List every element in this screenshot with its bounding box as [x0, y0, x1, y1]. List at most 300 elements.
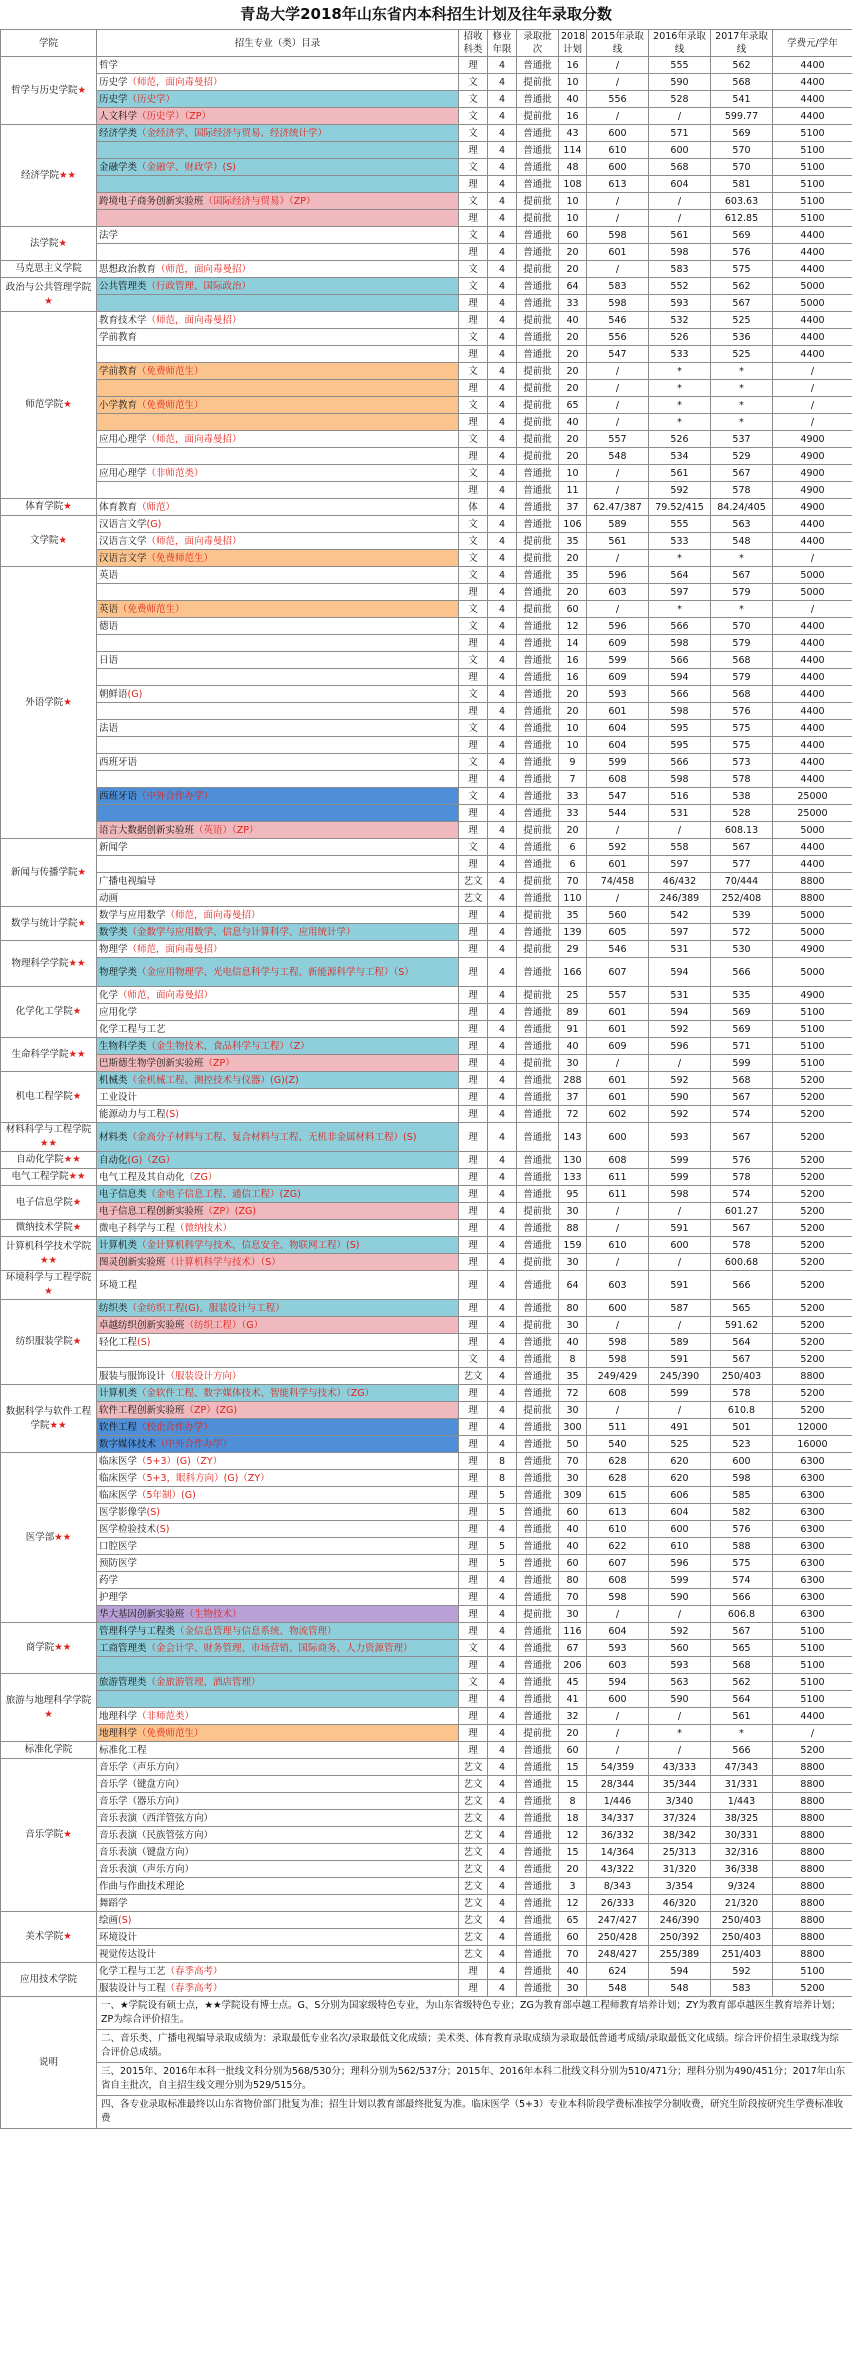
major-cell: [97, 1106, 459, 1123]
table-row: [1, 1453, 852, 1470]
table-row: [1, 822, 852, 839]
score-2015: /: [587, 1254, 649, 1271]
table-row: [1, 839, 852, 856]
nian-cell: 4: [488, 397, 517, 414]
pici-cell: 普通批: [517, 720, 559, 737]
college-cell: [1, 839, 97, 907]
major-note: （历史学）: [127, 93, 176, 105]
nian-cell: 4: [488, 1169, 517, 1186]
pici-cell: 普通批: [517, 1657, 559, 1674]
fee-cell: 6300: [773, 1606, 852, 1623]
table-row: [1, 1038, 852, 1055]
pici-cell: 普通批: [517, 1351, 559, 1368]
fee-cell: 6300: [773, 1470, 852, 1487]
score-2016: 561: [649, 227, 711, 244]
table-body: [1, 57, 852, 1997]
fee-cell: 8800: [773, 1946, 852, 1963]
score-2016: /: [649, 193, 711, 210]
score-2017: 563: [711, 516, 773, 533]
score-2016: 600: [649, 1237, 711, 1254]
major-cell: [97, 1123, 459, 1152]
score-2015: /: [587, 465, 649, 482]
fee-cell: 8800: [773, 1759, 852, 1776]
score-2015: 54/359: [587, 1759, 649, 1776]
score-2015: /: [587, 210, 649, 227]
pici-cell: 普通批: [517, 1640, 559, 1657]
fee-cell: 5100: [773, 1963, 852, 1980]
college-name: 马克思主义学院: [15, 263, 82, 274]
pici-cell: 普通批: [517, 1106, 559, 1123]
major-cell: [97, 176, 459, 193]
ke-cell: 理: [459, 244, 488, 261]
college-name: 标准化学院: [24, 1744, 73, 1755]
fee-cell: 5200: [773, 1980, 852, 1997]
plan-cell: 10: [559, 74, 587, 91]
pici-cell: 提前批: [517, 210, 559, 227]
score-2017: 570: [711, 618, 773, 635]
score-2017: 250/403: [711, 1912, 773, 1929]
score-2016: /: [649, 1254, 711, 1271]
ke-cell: 理: [459, 924, 488, 941]
fee-cell: 8800: [773, 1895, 852, 1912]
major-name: 服装与服饰设计: [99, 1370, 166, 1382]
ke-cell: 艺文: [459, 1912, 488, 1929]
score-2015: 608: [587, 1152, 649, 1169]
plan-cell: 35: [559, 1368, 587, 1385]
pici-cell: 普通批: [517, 737, 559, 754]
ke-cell: 文: [459, 618, 488, 635]
plan-cell: 10: [559, 210, 587, 227]
major-note: （行政管理、国际政治）: [146, 280, 252, 292]
score-2016: 568: [649, 159, 711, 176]
plan-cell: 80: [559, 1300, 587, 1317]
college-cell: [1, 1220, 97, 1237]
ke-cell: 理: [459, 1419, 488, 1436]
score-2017: 541: [711, 91, 773, 108]
pici-cell: 普通批: [517, 686, 559, 703]
ke-cell: 文: [459, 788, 488, 805]
score-2015: 613: [587, 176, 649, 193]
table-row: [1, 380, 852, 397]
college-name: 文学院: [29, 535, 59, 546]
score-2017: 564: [711, 1691, 773, 1708]
major-note: （英语）（ZP）: [194, 824, 259, 836]
score-2016: *: [649, 601, 711, 618]
major-cell: [97, 1004, 459, 1021]
major-name: 法学: [99, 229, 119, 241]
major-name: 动画: [99, 892, 119, 904]
ke-cell: 理: [459, 669, 488, 686]
score-2015: 603: [587, 1271, 649, 1300]
fee-cell: 5200: [773, 1106, 852, 1123]
ke-cell: 理: [459, 1220, 488, 1237]
table-row: [1, 91, 852, 108]
table-row: [1, 1674, 852, 1691]
table-row: [1, 805, 852, 822]
fee-cell: 5000: [773, 924, 852, 941]
college-stars: ★★: [68, 1048, 86, 1060]
major-name: 数学类: [99, 926, 128, 938]
major-note: （师范，面向毒曼招）: [146, 314, 242, 326]
ke-cell: 理: [459, 414, 488, 431]
ke-cell: 理: [459, 1038, 488, 1055]
plan-cell: 110: [559, 890, 587, 907]
pici-cell: 提前批: [517, 822, 559, 839]
score-2017: *: [711, 601, 773, 618]
nian-cell: 4: [488, 1793, 517, 1810]
table-row: [1, 1657, 852, 1674]
note-row: [1, 2096, 852, 2129]
major-name: 体育教育: [99, 501, 138, 513]
plan-cell: 60: [559, 1742, 587, 1759]
pici-cell: 普通批: [517, 1793, 559, 1810]
fee-cell: 8800: [773, 1368, 852, 1385]
plan-cell: 10: [559, 737, 587, 754]
ke-cell: 理: [459, 737, 488, 754]
score-2016: 37/324: [649, 1810, 711, 1827]
pici-cell: 普通批: [517, 1674, 559, 1691]
table-row: [1, 261, 852, 278]
major-note: （金数学与应用数学、信息与计算科学、应用统计学）: [127, 926, 356, 938]
score-2015: 601: [587, 1021, 649, 1038]
table-row: [1, 1089, 852, 1106]
score-2016: 604: [649, 1504, 711, 1521]
major-cell: [97, 1810, 459, 1827]
college-cell: [1, 941, 97, 987]
ke-cell: 理: [459, 1402, 488, 1419]
table-row: [1, 363, 852, 380]
fee-cell: 8800: [773, 1827, 852, 1844]
ke-cell: 理: [459, 1152, 488, 1169]
college-cell: [1, 312, 97, 499]
table-row: [1, 244, 852, 261]
score-2017: 567: [711, 1220, 773, 1237]
score-2015: 594: [587, 1674, 649, 1691]
table-row: [1, 499, 852, 516]
nian-cell: 8: [488, 1470, 517, 1487]
score-2016: 533: [649, 533, 711, 550]
plan-cell: 20: [559, 584, 587, 601]
major-note: (S): [137, 1336, 151, 1348]
nian-cell: 4: [488, 1334, 517, 1351]
plan-cell: 30: [559, 1254, 587, 1271]
ke-cell: 理: [459, 1055, 488, 1072]
major-note: （师范，面向毒曼招）: [127, 76, 223, 88]
score-2017: 588: [711, 1538, 773, 1555]
table-row: [1, 754, 852, 771]
college-cell: [1, 1742, 97, 1759]
table-row: [1, 1021, 852, 1038]
fee-cell: 4400: [773, 618, 852, 635]
score-2015: 604: [587, 1623, 649, 1640]
col-college: 学院: [1, 30, 97, 57]
major-cell: [97, 771, 459, 788]
score-2017: 582: [711, 1504, 773, 1521]
col-fee: 学费元/学年: [773, 30, 852, 57]
nian-cell: 4: [488, 448, 517, 465]
table-row: [1, 1072, 852, 1089]
fee-cell: 5000: [773, 278, 852, 295]
major-cell: [97, 890, 459, 907]
nian-cell: 4: [488, 652, 517, 669]
major-cell: [97, 159, 459, 176]
college-stars: ★: [72, 1336, 82, 1347]
college-cell: [1, 57, 97, 125]
score-2016: 604: [649, 176, 711, 193]
table-row: [1, 1708, 852, 1725]
ke-cell: 理: [459, 1742, 488, 1759]
fee-cell: 4400: [773, 516, 852, 533]
ke-cell: 理: [459, 1300, 488, 1317]
plan-cell: 20: [559, 431, 587, 448]
pici-cell: 普通批: [517, 516, 559, 533]
college-cell: [1, 987, 97, 1038]
score-2015: 249/429: [587, 1368, 649, 1385]
nian-cell: 4: [488, 57, 517, 74]
score-2017: 523: [711, 1436, 773, 1453]
ke-cell: 理: [459, 1334, 488, 1351]
table-row: [1, 108, 852, 125]
pici-cell: 普通批: [517, 1220, 559, 1237]
college-name: 计算机科学技术学院: [5, 1240, 92, 1252]
major-note: （计算机科学与技术）（S）: [165, 1256, 281, 1268]
plan-cell: 30: [559, 1317, 587, 1334]
college-cell: [1, 1072, 97, 1123]
nian-cell: 4: [488, 193, 517, 210]
score-2015: 557: [587, 431, 649, 448]
fee-cell: 4400: [773, 703, 852, 720]
score-2015: 556: [587, 91, 649, 108]
fee-cell: 5100: [773, 125, 852, 142]
fee-cell: 4900: [773, 987, 852, 1004]
score-2016: *: [649, 397, 711, 414]
major-name: 临床医学: [99, 1455, 138, 1467]
score-2015: 604: [587, 737, 649, 754]
fee-cell: 5100: [773, 210, 852, 227]
ke-cell: 文: [459, 261, 488, 278]
major-name: 轻化工程: [99, 1336, 138, 1348]
ke-cell: 文: [459, 516, 488, 533]
score-2015: 34/337: [587, 1810, 649, 1827]
score-2015: 611: [587, 1186, 649, 1203]
major-note: （金旅游管理、酒店管理）: [146, 1676, 261, 1688]
major-cell: [97, 924, 459, 941]
major-name: 汉语言文学: [99, 518, 147, 530]
score-2016: 558: [649, 839, 711, 856]
pici-cell: 普通批: [517, 499, 559, 516]
table-row: [1, 1589, 852, 1606]
ke-cell: 理: [459, 1123, 488, 1152]
score-2015: 250/428: [587, 1929, 649, 1946]
score-2017: 610.8: [711, 1402, 773, 1419]
major-name: 音乐表演（民族管弦方向）: [99, 1829, 214, 1841]
nian-cell: 4: [488, 1742, 517, 1759]
nian-cell: 4: [488, 1436, 517, 1453]
score-2015: 609: [587, 1038, 649, 1055]
major-cell: [97, 1963, 459, 1980]
pici-cell: 普通批: [517, 669, 559, 686]
ke-cell: 理: [459, 57, 488, 74]
fee-cell: 5200: [773, 1254, 852, 1271]
fee-cell: 5200: [773, 1152, 852, 1169]
pici-cell: 普通批: [517, 1334, 559, 1351]
score-2016: 46/432: [649, 873, 711, 890]
pici-cell: 普通批: [517, 1776, 559, 1793]
score-2016: /: [649, 1203, 711, 1220]
table-row: [1, 703, 852, 720]
major-cell: [97, 907, 459, 924]
score-2015: 583: [587, 278, 649, 295]
score-2015: 603: [587, 1657, 649, 1674]
ke-cell: 艺文: [459, 1776, 488, 1793]
plan-cell: 10: [559, 720, 587, 737]
nian-cell: 4: [488, 924, 517, 941]
nian-cell: 4: [488, 1089, 517, 1106]
nian-cell: 4: [488, 873, 517, 890]
ke-cell: 艺文: [459, 873, 488, 890]
ke-cell: 文: [459, 652, 488, 669]
plan-cell: 16: [559, 669, 587, 686]
college-cell: [1, 1169, 97, 1186]
nian-cell: 4: [488, 431, 517, 448]
nian-cell: 4: [488, 669, 517, 686]
college-stars: ★★: [68, 1171, 86, 1182]
table-row: [1, 1946, 852, 1963]
plan-cell: 20: [559, 346, 587, 363]
score-2017: 32/316: [711, 1844, 773, 1861]
college-name: 纺织服装学院: [15, 1336, 73, 1347]
fee-cell: 5000: [773, 295, 852, 312]
major-name: 地理科学: [99, 1710, 138, 1722]
fee-cell: 6300: [773, 1453, 852, 1470]
plan-cell: 12: [559, 1895, 587, 1912]
pici-cell: 普通批: [517, 635, 559, 652]
table-row: [1, 1776, 852, 1793]
major-name: 英语: [99, 603, 119, 615]
major-name: 环境工程: [99, 1279, 138, 1291]
pici-cell: 提前批: [517, 941, 559, 958]
plan-cell: 70: [559, 1453, 587, 1470]
table-row: [1, 1237, 852, 1254]
fee-cell: 6300: [773, 1555, 852, 1572]
score-2017: 30/331: [711, 1827, 773, 1844]
major-name: 新闻学: [99, 841, 128, 853]
score-2015: /: [587, 1220, 649, 1237]
pici-cell: 普通批: [517, 584, 559, 601]
major-name: 绘画: [99, 1914, 119, 1926]
plan-cell: 139: [559, 924, 587, 941]
plan-cell: 72: [559, 1106, 587, 1123]
nian-cell: 5: [488, 1538, 517, 1555]
major-cell: [97, 669, 459, 686]
score-2015: 601: [587, 1004, 649, 1021]
fee-cell: 4400: [773, 1708, 852, 1725]
score-2016: 548: [649, 1980, 711, 1997]
score-2015: 600: [587, 1123, 649, 1152]
major-name: 数学与应用数学: [99, 909, 166, 921]
plan-cell: 16: [559, 652, 587, 669]
score-2017: 567: [711, 1123, 773, 1152]
major-cell: [97, 1759, 459, 1776]
score-2017: 579: [711, 635, 773, 652]
score-2017: 600.68: [711, 1254, 773, 1271]
nian-cell: 4: [488, 74, 517, 91]
score-2017: 599: [711, 1055, 773, 1072]
fee-cell: 5200: [773, 1203, 852, 1220]
score-2017: 579: [711, 584, 773, 601]
score-2016: 560: [649, 1640, 711, 1657]
fee-cell: 25000: [773, 788, 852, 805]
ke-cell: 文: [459, 431, 488, 448]
score-2016: 516: [649, 788, 711, 805]
score-2015: 36/332: [587, 1827, 649, 1844]
major-cell: [97, 958, 459, 987]
score-2016: /: [649, 1708, 711, 1725]
table-row: [1, 1254, 852, 1271]
score-2017: 608.13: [711, 822, 773, 839]
major-name: 音乐表演（键盘方向）: [99, 1846, 195, 1858]
score-2015: /: [587, 193, 649, 210]
nian-cell: 4: [488, 1021, 517, 1038]
fee-cell: 5200: [773, 1351, 852, 1368]
plan-cell: 206: [559, 1657, 587, 1674]
major-name: 法语: [99, 722, 119, 734]
table-row: [1, 635, 852, 652]
plan-cell: 159: [559, 1237, 587, 1254]
major-note: (S): [118, 1914, 132, 1926]
score-2016: 245/390: [649, 1368, 711, 1385]
major-cell: [97, 1691, 459, 1708]
pici-cell: 提前批: [517, 397, 559, 414]
ke-cell: 艺文: [459, 1929, 488, 1946]
pici-cell: 普通批: [517, 1237, 559, 1254]
major-cell: [97, 1980, 459, 1997]
ke-cell: 理: [459, 1254, 488, 1271]
plan-cell: 143: [559, 1123, 587, 1152]
nian-cell: 4: [488, 788, 517, 805]
score-2015: /: [587, 363, 649, 380]
fee-cell: 6300: [773, 1538, 852, 1555]
score-2015: 28/344: [587, 1776, 649, 1793]
plan-cell: 64: [559, 278, 587, 295]
pici-cell: 提前批: [517, 987, 559, 1004]
score-2016: 591: [649, 1220, 711, 1237]
plan-cell: 20: [559, 1861, 587, 1878]
score-2015: /: [587, 261, 649, 278]
score-2016: 552: [649, 278, 711, 295]
major-cell: [97, 1334, 459, 1351]
major-name: 朝鲜语: [99, 688, 128, 700]
major-note: （历史学）（ZP）: [137, 110, 212, 122]
major-name: 旅游管理类: [99, 1676, 147, 1688]
nian-cell: 4: [488, 1589, 517, 1606]
major-cell: [97, 1186, 459, 1203]
score-2015: /: [587, 1402, 649, 1419]
score-2016: 594: [649, 669, 711, 686]
major-note: （金融学、财政学）(S): [137, 161, 236, 173]
major-cell: [97, 1946, 459, 1963]
score-2017: 592: [711, 1963, 773, 1980]
score-2015: 601: [587, 703, 649, 720]
table-row: [1, 907, 852, 924]
college-name: 数据科学与软件工程学院: [5, 1405, 92, 1431]
score-2015: /: [587, 1606, 649, 1623]
score-2017: 574: [711, 1572, 773, 1589]
major-note: （金会计学、财务管理、市场营销、国际商务、人力资源管理）: [146, 1642, 413, 1654]
college-stars: ★: [72, 1006, 82, 1017]
plan-cell: 60: [559, 1504, 587, 1521]
note-text: 一、★学院设有硕士点，★★学院设有博士点。G、S分别为国家级特色专业，为山东省级特色专业；ZG为教育部卓越工程师教育培养计划；ZY为教育部卓越医生教育培养计划；ZP为综合评价招生。: [97, 1997, 852, 2030]
